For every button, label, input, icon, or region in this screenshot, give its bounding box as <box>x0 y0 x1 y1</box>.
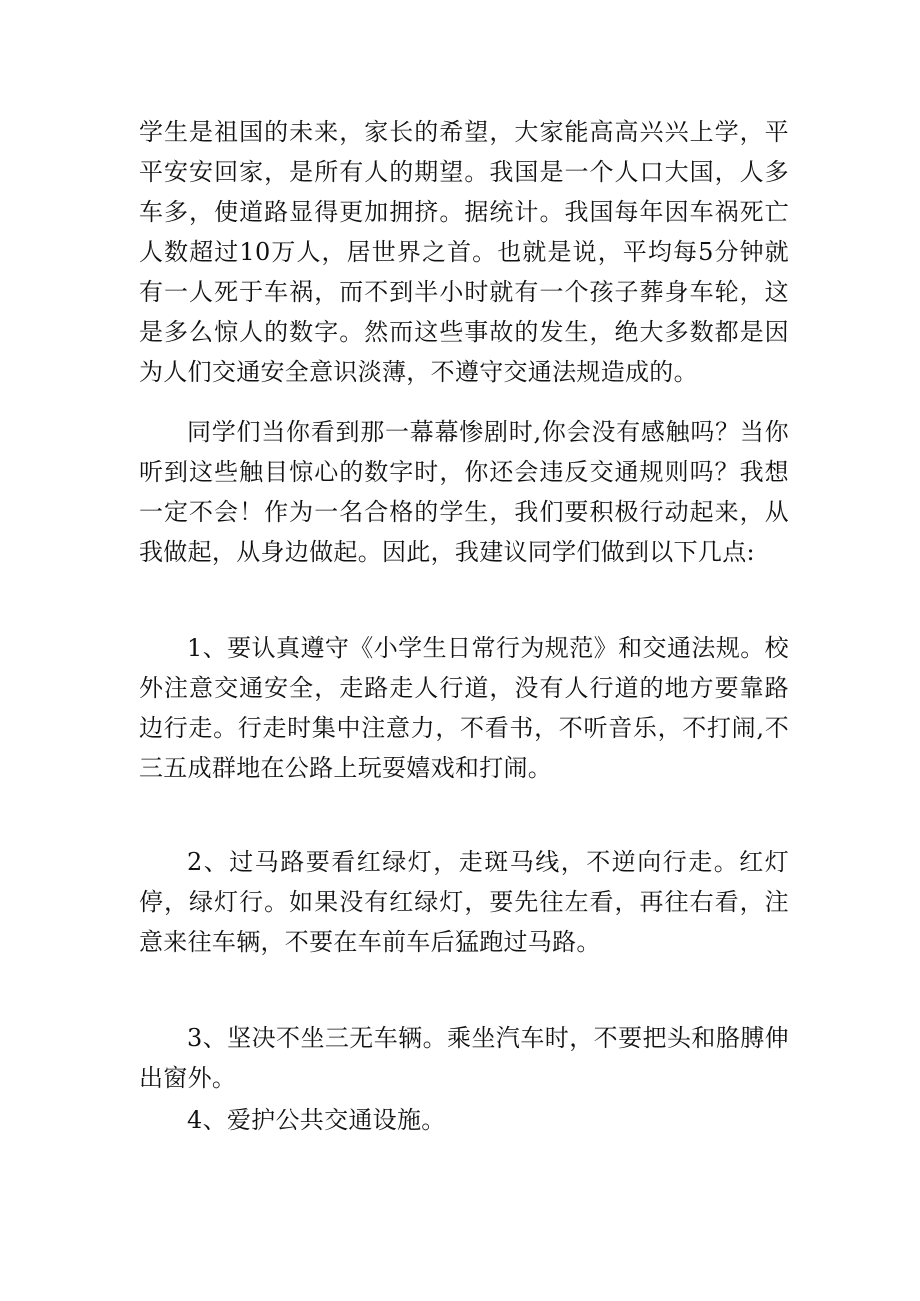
paragraph-intro: 学生是祖国的未来，家长的希望，大家能高高兴兴上学，平平安安回家，是所有人的期望。我国是一个人口大国，人多车多，使道路显得更加拥挤。据统计。我国每年因车祸死亡人数超过10万人，居世界之首。也就是说，平均每5分钟就有一人死于车祸，而不到半小时就有一个孩子葬身车轮，这是多么惊人的数字。然而这些事故的发生，绝大多数都是因为人们交通安全意识淡薄，不遵守交通法规造成的。 <box>139 118 789 386</box>
paragraph-point-2: 2、过马路要看红绿灯，走斑马线，不逆向行走。红灯停，绿灯行。如果没有红绿灯，要先往左看，再往右看，注意来往车辆，不要在车前车后猛跑过马路。 <box>139 848 789 956</box>
paragraph-point-1: 1、要认真遵守《小学生日常行为规范》和交通法规。校外注意交通安全，走路走人行道，没有人行道的地方要靠路边行走。行走时集中注意力，不看书，不听音乐，不打闹,不三五成群地在公路上玩耍嬉戏和打闹。 <box>139 634 789 782</box>
paragraph-point-3: 3、坚决不坐三无车辆。乘坐汽车时，不要把头和胳膊伸出窗外。 <box>139 1024 789 1092</box>
paragraph-appeal: 同学们当你看到那一幕幕惨剧时,你会没有感触吗？当你听到这些触目惊心的数字时，你还会违反交通规则吗？我想一定不会！作为一名合格的学生，我们要积极行动起来，从我做起，从身边做起。因此，我建议同学们做到以下几点: <box>139 418 789 566</box>
paragraph-point-4: 4、爱护公共交通设施。 <box>187 1106 446 1134</box>
